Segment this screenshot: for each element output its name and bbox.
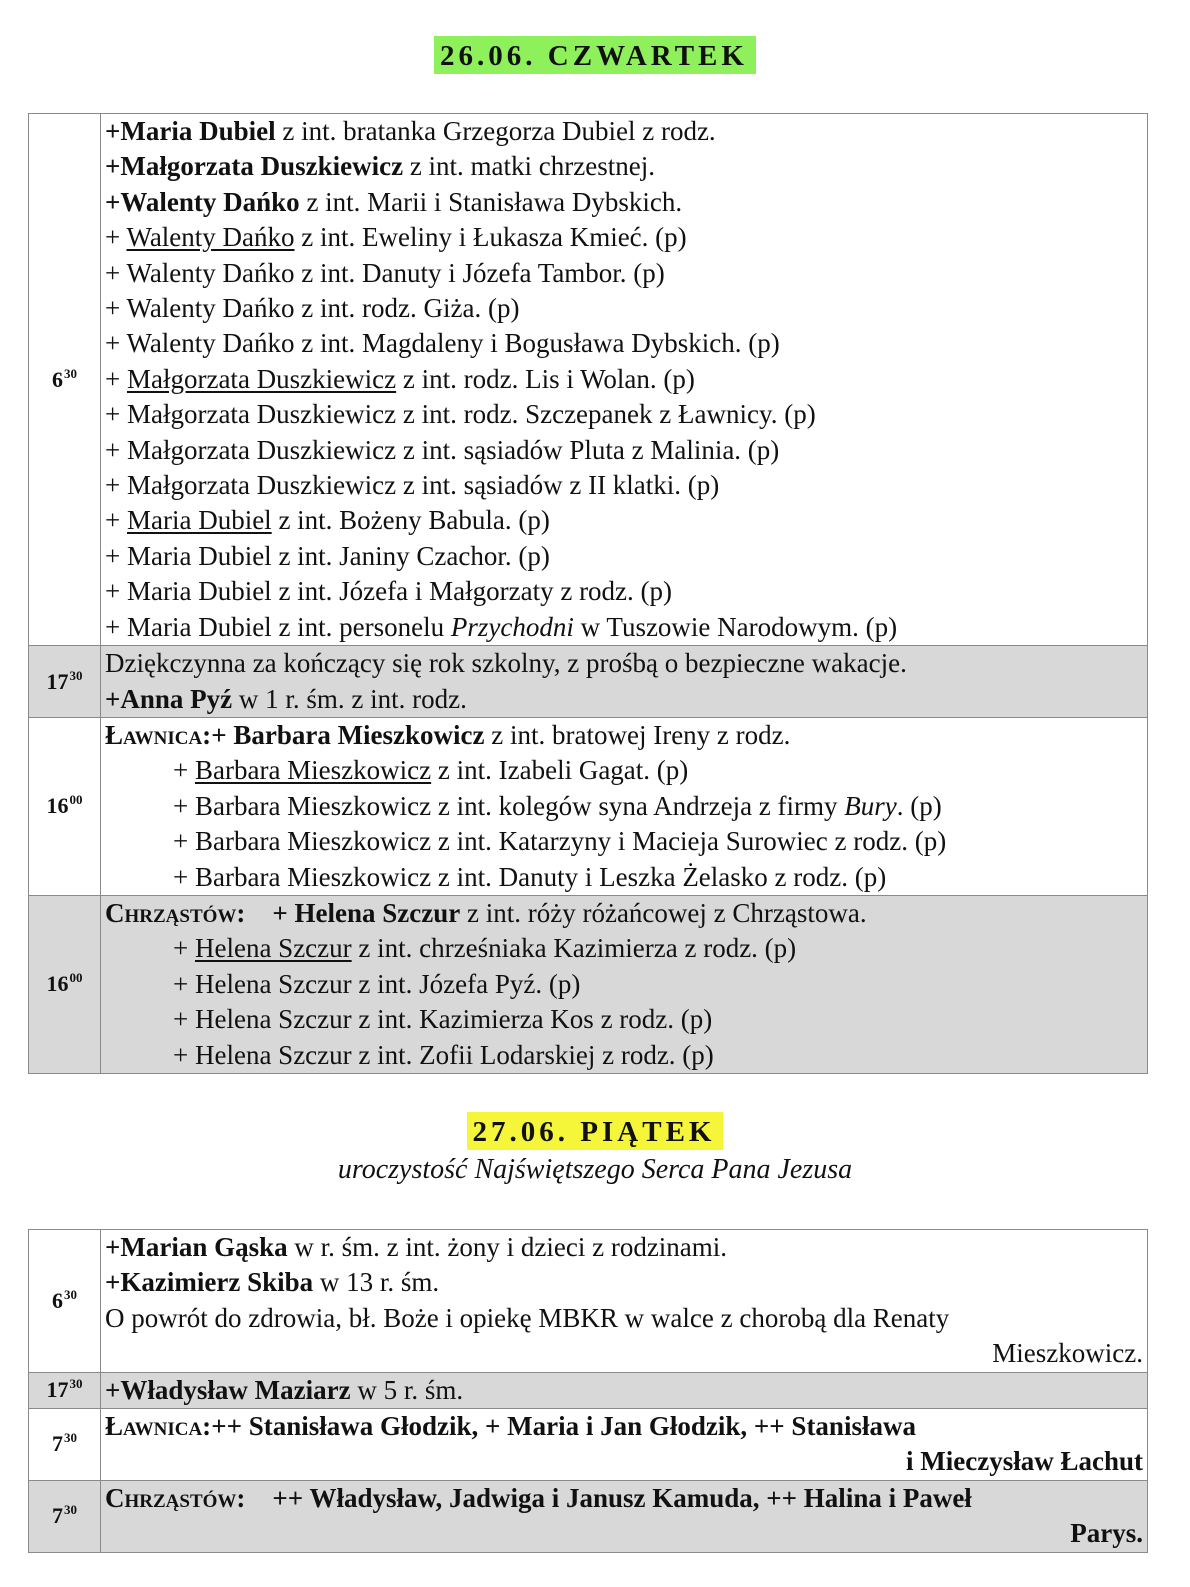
intention-line [105,1336,1143,1371]
place-label: Chrząstów: [105,897,246,928]
mass-intentions [101,1230,1148,1373]
mass-time [29,895,101,1073]
intention-line [105,753,1143,788]
time-minutes: 30 [64,1502,77,1518]
mass-intentions [101,1480,1148,1552]
intention-line [105,1409,1143,1444]
deceased-name: Małgorzata Duszkiewicz [120,151,404,182]
intention-text: z int. Bożeny Babula. (p) [271,505,550,536]
intention-line [105,185,1143,220]
intention-text: z int. Józefa Pyź. (p) [351,968,581,999]
deceased-name: Barbara Mieszkowicz [194,861,432,892]
intention-text: z int. Magdaleny i Bogusława Dybskich. (p) [294,328,780,359]
intention-line [105,1481,1143,1516]
intention-text: z int. Zofii Lodarskiej z rodz. (p) [351,1039,714,1070]
schedule-table-friday [28,1229,1148,1553]
intention-line [105,1301,1143,1336]
cross-mark: + [105,434,127,465]
time-minutes: 30 [69,1376,83,1392]
mass-time [29,114,101,646]
time-minutes: 30 [64,365,77,381]
cross-mark: + [105,399,127,430]
deceased-name: Władysław Maziarz [120,1374,351,1405]
mass-intentions [101,114,1148,646]
mass-time [29,1480,101,1552]
intention-line [105,1265,1143,1300]
place-label: Chrząstów: [105,1482,246,1513]
mass-intentions [101,895,1148,1073]
feast-subtitle: uroczystość Najświętszego Serca Pana Jezusa [337,1154,853,1185]
intention-text: z int. matki chrzestnej. [403,151,655,182]
intention-line [105,646,1143,681]
cross-mark: + [173,968,195,999]
cross-mark: + [105,470,127,501]
cross-mark: + [105,257,127,288]
intention-line [105,539,1143,574]
intention-line [105,931,1143,966]
deceased-name: Barbara Mieszkowicz [233,719,485,750]
time-minutes: 30 [64,1430,77,1446]
deceased-name: Walenty Dańko [126,257,295,288]
cross-mark: + [173,861,195,892]
intention-text: z int. róży różańcowej z Chrząstowa. [460,897,867,928]
cross-mark: + [105,116,121,146]
deceased-name: Anna Pyź [120,683,233,714]
cross-mark: + [105,576,127,607]
intention-text: z int. Danuty i Leszka Żelasko z rodz. (p) [431,861,887,892]
deceased-name: Kazimierz Skiba [120,1267,314,1298]
mass-row [29,1409,1148,1481]
deceased-name: Parys. [1070,1518,1143,1549]
intention-line [105,860,1143,895]
intention-line [105,291,1143,326]
mass-row [29,646,1148,718]
intention-line [105,718,1143,753]
deceased-name: Małgorzata Duszkiewicz [126,434,397,465]
intention-line [105,1002,1143,1037]
mass-time [29,1409,101,1481]
deceased-name: Helena Szczur [194,933,352,964]
intention-line [105,1444,1143,1479]
mass-time [29,1372,101,1408]
intention-text: z int. Marii i Stanisława Dybskich. [299,186,683,217]
deceased-name: Helena Szczur [194,968,352,999]
deceased-name: Maria Dubiel [126,505,272,536]
mass-time [29,646,101,718]
deceased-name: Helena Szczur [194,1039,352,1070]
intention-text: z int. personelu [271,611,451,642]
mass-intentions [101,1372,1148,1408]
intention-line [105,326,1143,361]
intention-text: z int. Józefa i Małgorzaty z rodz. (p) [271,576,673,607]
intention-line [105,1516,1143,1551]
deceased-name: Helena Szczur [194,1004,352,1035]
deceased-name: Maria Dubiel [126,576,272,607]
mass-intentions [101,646,1148,718]
cross-mark: + [105,611,127,642]
deceased-name: Barbara Mieszkowicz [194,755,432,786]
italic-text: Przychodni [450,611,574,642]
intention-line [105,256,1143,291]
time-hour: 16 [46,793,69,819]
deceased-name: Walenty Dańko [126,293,295,324]
cross-mark: + [105,540,127,571]
day-title: 26.06. CZWARTEK [434,36,756,74]
italic-text: Bury [844,790,897,821]
intention-line [105,114,1143,149]
intention-line [105,610,1143,645]
cross-mark: + [173,1004,195,1035]
intention-line [105,574,1143,609]
day-header-thursday [0,36,1190,74]
intention-text: . (p) [896,790,942,821]
cross-mark: + [105,1267,121,1298]
time-hour: 7 [52,1503,63,1529]
intention-line [105,824,1143,859]
cross-mark: + [105,363,127,394]
mass-row [29,1372,1148,1408]
intention-text: z int. sąsiadów Pluta z Malinia. (p) [396,434,780,465]
intention-line [105,433,1143,468]
cross-mark: + [105,1232,121,1262]
cross-mark: + [105,683,121,714]
mass-row [29,717,1148,895]
cross-mark: + [173,755,195,786]
time-minutes: 00 [69,792,83,808]
deceased-name: Walenty Dańko [120,186,300,217]
deceased-name: Maria Dubiel [126,540,272,571]
time-hour: 6 [52,366,63,392]
deceased-name: i Mieczysław Łachut [906,1446,1143,1477]
cross-mark: + [105,505,127,536]
intention-line [105,1373,1143,1408]
day-title: 27.06. PIĄTEK [467,1112,724,1150]
intention-text: z int. chrześniaka Kazimierza z rodz. (p) [351,933,797,964]
intention-text: z int. Eweliny i Łukasza Kmieć. (p) [294,222,687,253]
cross-mark: + [105,151,121,182]
time-hour: 17 [46,1377,69,1403]
mass-time [29,717,101,895]
time-hour: 7 [52,1431,63,1457]
intention-line [105,468,1143,503]
deceased-name: Walenty Dańko [126,328,295,359]
cross-mark: + [173,1039,195,1070]
intention-text: z int. Katarzyny i Macieja Surowiec z rodz. (p) [431,826,947,857]
intention-text: z int. sąsiadów z II klatki. (p) [396,470,720,501]
intention-text: w 13 r. śm. [313,1267,440,1298]
intention-text: z int. rodz. Giża. (p) [294,293,520,324]
cross-mark: + [211,719,234,750]
deceased-name: ++ Władysław, Jadwiga i Janusz Kamuda, ++ Halina i Paweł [272,1482,972,1513]
deceased-name: Maria Dubiel [120,116,276,146]
cross-mark: + [105,222,127,253]
intention-text: O powrót do zdrowia, bł. Boże i opiekę MBKR w walce z chorobą dla Renaty [105,1302,950,1333]
mass-row [29,1480,1148,1552]
cross-mark: + [105,328,127,359]
intention-text: z int. kolegów syna Andrzeja z firmy [431,790,845,821]
intention-line [105,220,1143,255]
time-minutes: 00 [69,970,83,986]
cross-mark: + [173,826,195,857]
intention-line [105,1038,1143,1073]
time-hour: 17 [46,668,69,694]
intention-text: w 5 r. śm. [350,1374,464,1405]
mass-row [29,114,1148,646]
deceased-name: Maria Dubiel [126,611,272,642]
deceased-name: Helena Szczur [294,897,461,928]
intention-line [105,149,1143,184]
deceased-name: ++ Stanisława Głodzik, + Maria i Jan Głodzik, ++ Stanisława [211,1411,916,1442]
cross-mark: + [105,1374,121,1405]
intention-text: z int. Izabeli Gagat. (p) [431,755,689,786]
intention-text: z int. rodz. Szczepanek z Ławnicy. (p) [396,399,816,430]
cross-mark: + [173,790,195,821]
day-header-friday [0,1112,1190,1186]
intention-text: w r. śm. z int. żony i dzieci z rodzinami. [287,1232,728,1262]
intention-text: z int. bratowej Ireny z rodz. [484,719,791,750]
intention-text: z int. Kazimierza Kos z rodz. (p) [351,1004,713,1035]
intention-line [105,503,1143,538]
deceased-name: Barbara Mieszkowicz [194,826,432,857]
intention-line [105,896,1143,931]
deceased-name: Marian Gąska [120,1232,288,1262]
intention-line [105,967,1143,1002]
intention-line [105,789,1143,824]
time-minutes: 30 [64,1286,77,1302]
time-minutes: 30 [69,667,83,683]
cross-mark: + [105,293,127,324]
intention-line [105,362,1143,397]
time-hour: 16 [46,971,69,997]
cross-mark: + [173,933,195,964]
cross-mark: + [272,897,295,928]
intention-text: z int. Janiny Czachor. (p) [271,540,550,571]
intention-text: w 1 r. śm. z int. rodz. [232,683,467,714]
deceased-name: Barbara Mieszkowicz [194,790,432,821]
deceased-name: Małgorzata Duszkiewicz [126,470,397,501]
place-label: Ławnica: [105,1411,212,1442]
intention-text: Mieszkowicz. [992,1338,1143,1369]
intention-text: w Tuszowie Narodowym. (p) [573,611,898,642]
intention-text: z int. Danuty i Józefa Tambor. (p) [294,257,665,288]
mass-row [29,1230,1148,1373]
deceased-name: Małgorzata Duszkiewicz [126,399,397,430]
mass-intentions [101,717,1148,895]
cross-mark: + [105,186,121,217]
intention-line [105,682,1143,717]
mass-intentions [101,1409,1148,1481]
deceased-name: Małgorzata Duszkiewicz [126,363,397,394]
intention-line [105,1230,1143,1265]
time-hour: 6 [52,1287,63,1313]
intention-text: Dziękczynna za kończący się rok szkolny, z prośbą o bezpieczne wakacje. [105,648,907,679]
intention-text: z int. bratanka Grzegorza Dubiel z rodz. [275,116,716,146]
deceased-name: Walenty Dańko [126,222,295,253]
mass-row [29,895,1148,1073]
mass-time [29,1230,101,1373]
place-label: Ławnica: [105,719,212,750]
intention-line [105,397,1143,432]
schedule-table-thursday [28,113,1148,1074]
intention-text: z int. rodz. Lis i Wolan. (p) [396,363,695,394]
